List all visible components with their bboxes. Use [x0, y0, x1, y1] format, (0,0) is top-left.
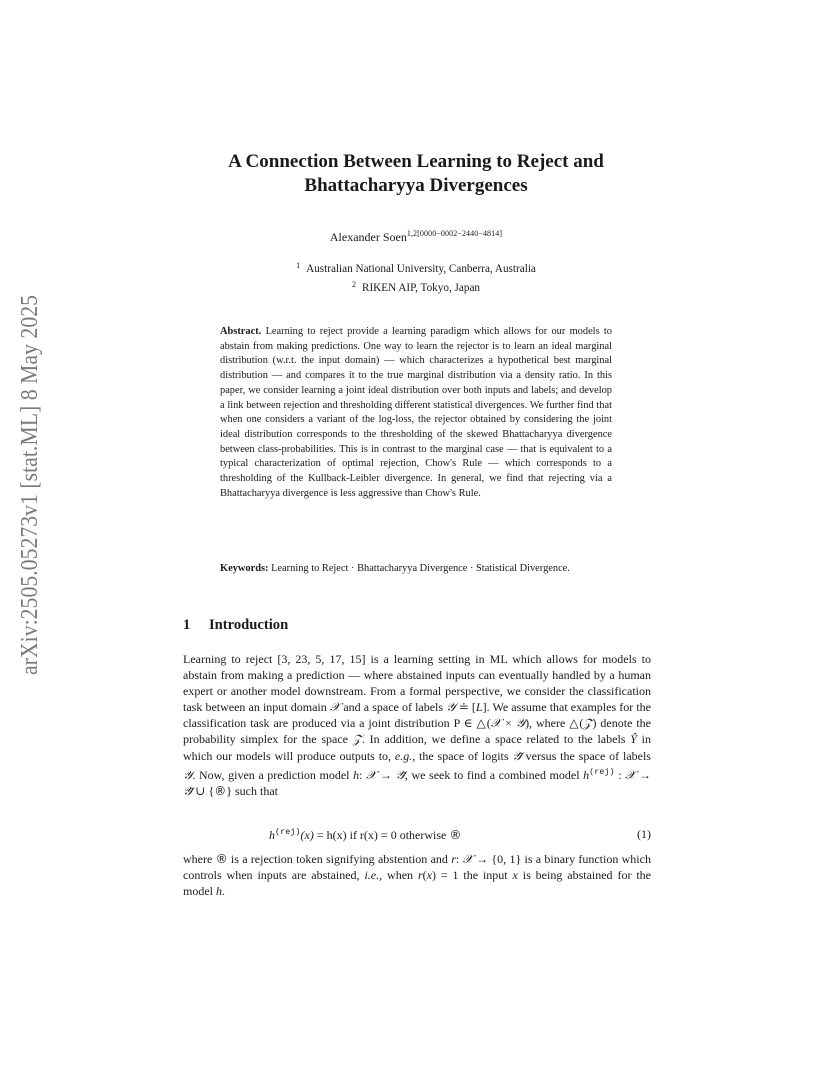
author-marks: 1,2[0000−0002−2440−4814]: [406, 229, 503, 238]
affiliation-1: [150, 258, 682, 277]
title-line-1: A Connection Between Learning to Reject and: [228, 151, 604, 172]
author-name: Alexander Soen: [329, 230, 407, 244]
author-line: [150, 229, 682, 245]
equation-1: [183, 827, 651, 845]
paper-title: [150, 150, 682, 198]
abstract-text: Learning to reject provide a learning paradigm which allows for our models to abstain from making predictions. One way to learn the rejector is to learn an ideal marginal distribution (w.r.t. the input domain) — which characterizes a hypothetical best marginal distribution — and compares it to the true marginal distribution via a density ratio. In this paper, we consider learning a joint ideal distribution over both inputs and labels; and develop a link between rejection and thresholding different statistical divergences. We further find that when one considers a variant of the log-loss, the rejector obtained by considering the joint ideal distribution corresponds to the thresholding of the skewed Bhattacharyya divergence between class-probabilities. This is in contrast to the marginal case — that is equivalent to a typical characterization of optimal rejection, Chow's Rule — which corresponds to a thresholding of the Kullback-Leibler divergence. In general, we find that rejecting via a Bhattacharyya divergence is less aggressive than Chow's Rule.: [220, 326, 612, 499]
keywords-label: Keywords:: [220, 563, 269, 574]
abstract-label: Abstract.: [220, 326, 262, 337]
abstract: [220, 325, 612, 501]
section-number: 1: [183, 617, 191, 633]
affiliation-2: [150, 277, 682, 296]
equation-body: $h^{(rej)}(x) = h(x)$ if r(x) = 0 otherwise ®: [269, 827, 462, 842]
rejection-paragraph: where ® is a rejection token signifying abstention and r: 𝒳 → {0, 1} is a binary function which controls when inputs are abstained, i.e., when r(x) = 1 the input x is being abstained for the model h.: [183, 852, 652, 899]
affiliation-2-mark: 2: [351, 280, 356, 289]
affiliation-1-mark: 1: [296, 261, 301, 270]
affiliation-2-text: RIKEN AIP, Tokyo, Japan: [361, 282, 481, 294]
arxiv-identifier-stamp: [4, 292, 48, 677]
title-line-2: Bhattacharyya Divergences: [304, 175, 528, 196]
affiliations: [150, 258, 682, 296]
arxiv-stamp-text: arXiv:2505.05273v1 [stat.ML] 8 May 2025: [16, 292, 43, 675]
section-title: Introduction: [209, 617, 289, 633]
affiliation-1-text: Australian National University, Canberra, Australia: [306, 263, 536, 275]
section-heading: [183, 617, 288, 634]
equation-number: (1): [637, 827, 651, 841]
intro-paragraph: Learning to reject [3, 23, 5, 17, 15] is a learning setting in ML which allows for models to abstain from making a prediction — where abstained inputs can eventually handled by a human expert or another model downstream. From a formal perspective, we consider the classification task between an input domain 𝒳 and a space of labels 𝒴 ≐ [L]. We assume that examples for the classification task are produced via a joint distribution P ∈ △(𝒳 × 𝒴), where △(𝒵) denote the probability simplex for the space 𝒵. In addition, we define a space related to the labels Ŷ in which our models will produce outputs to, e.g., the space of logits 𝒴̃ versus the space of labels 𝒴. Now, given a prediction model h: 𝒳 → 𝒴̃, we seek to find a combined model $h^{(rej)}$ : 𝒳 → 𝒴̃ ∪ {®} such that: [183, 652, 652, 798]
keywords-text: Learning to Reject · Bhattacharyya Divergence · Statistical Divergence.: [271, 563, 570, 574]
keywords: [220, 562, 612, 577]
